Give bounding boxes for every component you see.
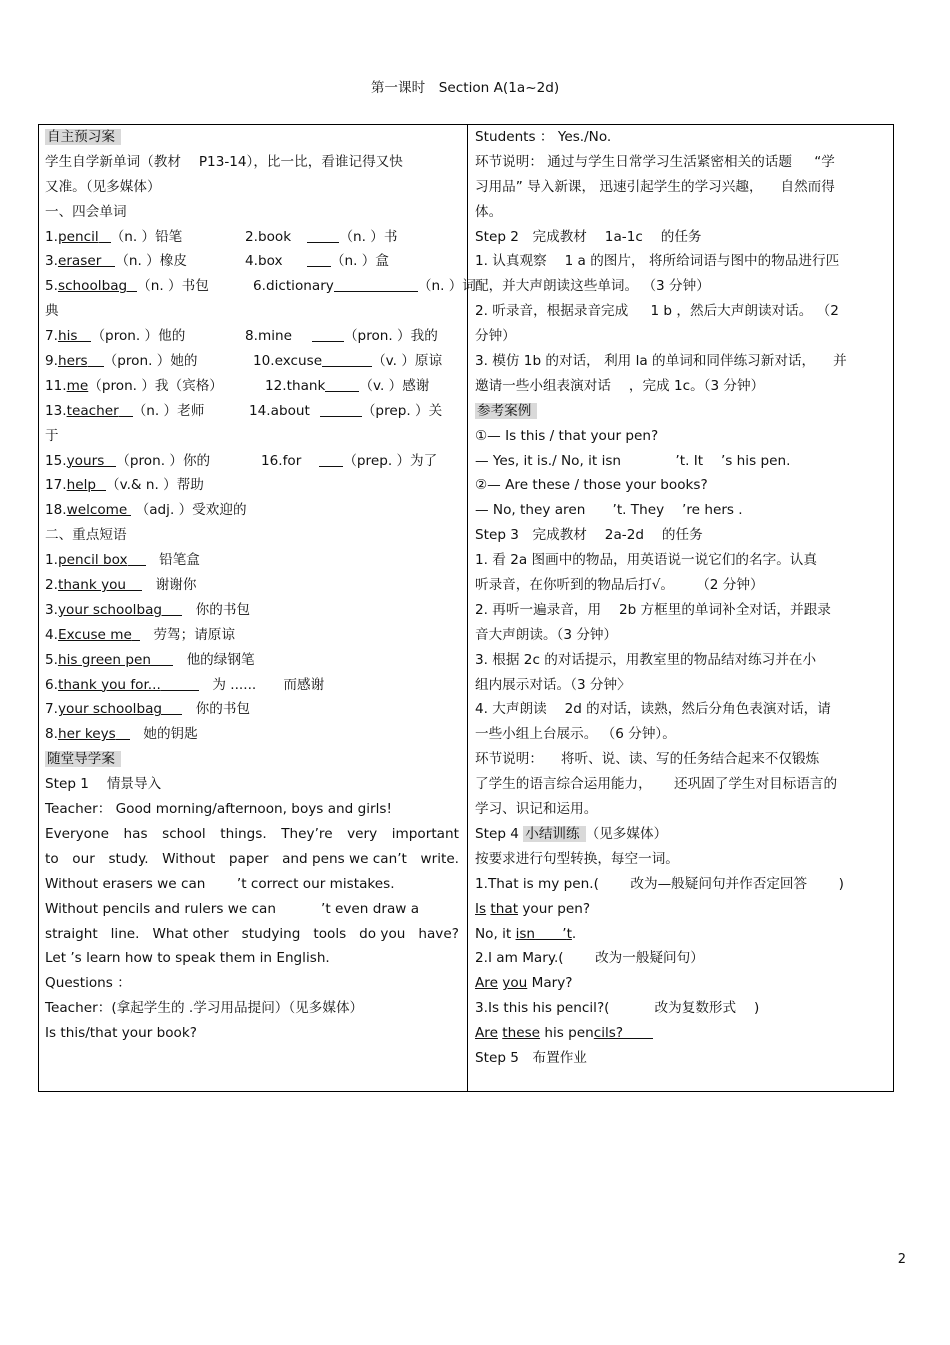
word-book: 2.book [245, 228, 292, 245]
students-answer: Students ： Yes./No. [475, 129, 612, 145]
word-pos: （v. ）原谅 [372, 353, 443, 370]
paragraph-line-5 [45, 922, 459, 947]
word: Without [162, 850, 216, 867]
word: to [45, 850, 59, 867]
answer-rest: No, it [475, 925, 516, 942]
paragraph-line-3: Without erasers we can ’t correct our mistakes. [45, 875, 395, 892]
word-pos: （n. ）橡皮 [115, 253, 187, 270]
step-3-item-1a: 1. 看 2a 图画中的物品，用英语说一说它们的名字。认真 [475, 552, 817, 569]
step-2-item-1a: 1. 认真观察 1 a 的图片， 将所给词语与图中的物品进行匹 [475, 253, 840, 270]
word: has [123, 825, 148, 842]
note-2-line-3: 学习、识记和运用。 [475, 801, 598, 818]
word-dictionary: 6.dictionary [253, 278, 334, 295]
word: They’re [281, 825, 333, 842]
word: do you [359, 925, 406, 942]
step-1: Step 1 情景导入 [45, 776, 162, 793]
step-3-item-3b: 组内展示对话。（3 分钟〉 [475, 676, 631, 693]
word-his: his [57, 328, 78, 345]
answer-word: these [502, 1025, 541, 1042]
answer-rest: Mary? [527, 975, 573, 992]
phrase-meaning: 而感谢 [283, 676, 325, 693]
section-key-phrases: 二、重点短语 [45, 527, 127, 544]
word-about: 14.about [249, 402, 310, 419]
step-3: Step 3 完成教材 2a-2d 的任务 [475, 527, 703, 544]
class-guide-header: 随堂导学案 [45, 751, 121, 767]
question-is-this: Is this/that your book? [45, 1025, 197, 1042]
word-row-3: 5.schoolbag （n. ）书包 6.dictionary （n. ）词 [45, 278, 476, 295]
note-2-line-1: 环节说明： 将听、说、读、写的任务结合起来不仅锻炼 [475, 751, 820, 768]
answer-word: t [566, 925, 572, 942]
phrase-4: 4.Excuse me 劳驾；请原谅 [45, 626, 235, 643]
word-pencil: pencil [57, 228, 99, 245]
phrase-6: 6.thank you for... 为 ...... 而感谢 [45, 676, 325, 693]
phrase-meaning: 她的钥匙 [143, 726, 198, 743]
answer-word: Is [475, 900, 487, 917]
page-title: 第一课时 Section A(1a~2d) [370, 80, 560, 96]
word: line. [110, 925, 140, 942]
word-row-9: 17.help （v.& n. ）帮助 [45, 477, 204, 494]
step-4-answer-3 [475, 1021, 887, 1046]
step-4 [475, 822, 887, 847]
word-me: me [66, 377, 89, 394]
phrase-text: Excuse me [57, 626, 132, 643]
word: things. [220, 825, 267, 842]
answer-word: cils? [593, 1025, 624, 1042]
preview-header: 自主预习案 [45, 129, 121, 145]
word-pos: （pron. ）他的 [91, 328, 186, 345]
word-for: 16.for [261, 452, 302, 469]
word-pos: （prep. ）关 [361, 402, 443, 419]
word-row-5: 9.hers （pron. ）她的 10.excuse （v. ）原谅 [45, 353, 443, 370]
word-pos: （n. ）盒 [330, 253, 389, 270]
answer-word: that [490, 900, 519, 917]
answer-rest: your pen? [518, 900, 591, 917]
left-column [45, 125, 476, 1046]
intro-line-2: 又准。（见多媒体） [45, 178, 161, 195]
step-4-note: （见多媒体） [585, 825, 668, 842]
step-4-answer-2 [475, 971, 887, 996]
word-row-3-cont: 典 [45, 303, 59, 320]
word: straight [45, 925, 98, 942]
phrase-meaning: 铅笔盒 [159, 552, 200, 569]
step-4-label: Step 4 [475, 825, 524, 842]
paragraph-line-2 [45, 847, 459, 872]
word: and pens we can’t [282, 850, 407, 867]
word-pos: （pron. ）我（宾格） [88, 377, 223, 394]
phrase-text: your schoolbag [57, 701, 163, 718]
answer-word: isn [515, 925, 536, 942]
step-4-item-3: 3.Is this his pencil?( 改为复数形式 ) [475, 1000, 760, 1017]
word-excuse: 10.excuse [253, 353, 323, 370]
step-4-highlight: 小结训练 [523, 826, 585, 842]
step-4-item-2: 2.I am Mary.( 改为一般疑问句） [475, 950, 704, 967]
word: have? [418, 925, 459, 942]
step-3-item-4a: 4. 大声朗读 2d 的对话，读熟，然后分角色表演对话，请 [475, 701, 831, 718]
phrase-text: thank you [57, 577, 127, 594]
word-eraser: eraser [57, 253, 102, 270]
word: important [391, 825, 459, 842]
phrase-1: 1.pencil box 铅笔盒 [45, 552, 200, 569]
phrase-meaning: 你的书包 [195, 601, 251, 618]
word-pos: （pron. ）我的 [343, 328, 438, 345]
word-row-6: 11.me（pron. ）我（宾格） 12.thank （v. ）感谢 [45, 377, 430, 394]
word: paper [228, 850, 269, 867]
phrase-text: thank you for... [57, 676, 161, 693]
word: What other [152, 925, 229, 942]
word-row-2: 3.eraser （n. ）橡皮 4.box （n. ）盒 [45, 253, 389, 270]
note-1-line-1: 环节说明： 通过与学生日常学习生活紧密相关的话题 “学 [475, 153, 835, 170]
word-pos: （n. ）书 [339, 228, 398, 245]
phrase-text: pencil box [57, 552, 128, 569]
example-2-question: ②— Are these / those your books? [475, 477, 708, 494]
teacher-greeting: Teacher： Good morning/afternoon, boys and girls! [45, 801, 392, 818]
note-1-line-2: 习用品” 导入新课， 迅速引起学生的学习兴趣， 自然而得 [475, 178, 835, 195]
word-pos: （pron. ）你的 [116, 452, 211, 469]
paragraph-line-4: Without pencils and rulers we can ’t even draw a [45, 900, 420, 917]
step-3-item-2a: 2. 再听一遍录音，用 2b 方框里的单词补全对话，并跟录 [475, 601, 831, 618]
word: tools [313, 925, 347, 942]
example-2-answer: — No, they aren ’t. They ’re hers . [475, 502, 743, 519]
paragraph-line-1 [45, 822, 459, 847]
step-2-item-2a: 2. 听录音，根据录音完成 1 b ，然后大声朗读对话。 （2 [475, 303, 839, 320]
word: our [72, 850, 95, 867]
word-thank: 12.thank [265, 377, 326, 394]
phrase-7: 7.your schoolbag 你的书包 [45, 701, 251, 718]
word-mine: 8.mine [245, 328, 292, 345]
word-pos: （n. ）铅笔 [110, 228, 183, 245]
phrase-meaning: 谢谢你 [155, 577, 197, 594]
step-2-item-3b: 邀请一些小组表演对话 ，完成 1c。（3 分钟） [475, 377, 765, 394]
note-2-line-2: 了学生的语言综合运用能力， 还巩固了学生对目标语言的 [475, 776, 838, 793]
answer-word: Are [475, 975, 498, 992]
phrase-text: her keys [57, 726, 116, 743]
example-1-answer: — Yes, it is./ No, it isn ’t. It ’s his pen. [475, 452, 791, 469]
step-4-item-1: 1.That is my pen.( 改为—般疑问句并作否定回答 ) [475, 875, 844, 892]
word: studying [241, 925, 301, 942]
word-hers: hers [57, 353, 88, 370]
section-four-skill-words: 一、四会单词 [45, 203, 127, 220]
word: Everyone [45, 825, 109, 842]
answer-word: you [502, 975, 528, 992]
word-help: help [66, 477, 97, 494]
phrase-text: your schoolbag [57, 601, 163, 618]
word-pos: （n. ）书包 [137, 278, 209, 295]
step-3-item-4b: 一些小组上台展示。 （6 分钟）。 [475, 726, 676, 743]
lesson-plan-table [38, 124, 894, 1092]
intro-line-1: 学生自学新单词（教材 P13-14），比一比，看谁记得又快 [45, 153, 403, 170]
word-pos: （v.& n. ）帮助 [106, 477, 204, 494]
answer-rest: his pen [540, 1025, 594, 1042]
word-row-8: 15.yours （pron. ）你的 16.for （prep. ）为了 [45, 452, 438, 469]
word-pos: （adj. ）受欢迎的 [135, 502, 247, 519]
step-3-item-1b: 听录音，在你听到的物品后打√。 （2 分钟） [475, 577, 764, 594]
phrase-5: 5.his green pen 他的绿钢笔 [45, 651, 255, 668]
answer-rest: . [571, 925, 577, 942]
word-row-1: 1.pencil （n. ）铅笔 2.book （n. ）书 [45, 228, 398, 245]
column-divider [467, 125, 468, 1091]
step-4-answer-1q [475, 897, 887, 922]
phrase-meaning: 为 ...... [212, 676, 257, 693]
answer-gap: ’ [535, 925, 567, 942]
phrase-2: 2.thank you 谢谢你 [45, 577, 197, 594]
paragraph-line-6: Let ’s learn how to speak them in English. [45, 950, 330, 967]
word-pos: （n. ）词 [417, 278, 476, 295]
word-yours: yours [66, 452, 105, 469]
word-teacher: teacher [66, 402, 119, 419]
step-3-item-3a: 3. 根据 2c 的对话提示，用教室里的物品结对练习并在小 [475, 651, 817, 668]
phrase-8: 8.her keys 她的钥匙 [45, 726, 198, 743]
reference-header: 参考案例 [475, 403, 537, 419]
phrase-meaning: 他的绿钢笔 [186, 651, 255, 668]
word-row-4: 7.his （pron. ）他的 8.mine （pron. ）我的 [45, 328, 438, 345]
step-4-instruction: 按要求进行句型转换，每空一词。 [475, 850, 679, 867]
word-box: 4.box [245, 253, 283, 270]
word-welcome: welcome [66, 502, 128, 519]
page-number: 2 [897, 1252, 906, 1267]
word-row-7: 13.teacher （n. ）老师 14.about （prep. ）关 [45, 402, 443, 419]
word-row-10: 18.welcome （adj. ）受欢迎的 [45, 502, 247, 519]
teacher-instruction: Teacher：(拿起学生的 .学习用品提问）（见多媒体） [45, 1000, 364, 1017]
word: write. [420, 850, 459, 867]
word: school [162, 825, 206, 842]
phrase-text: his green pen [57, 651, 151, 668]
word-schoolbag: schoolbag [57, 278, 128, 295]
word-row-7-cont: 于 [45, 427, 59, 444]
step-2: Step 2 完成教材 1a-1c 的任务 [475, 228, 702, 245]
note-1-line-3: 体。 [475, 203, 503, 220]
answer-word: Are [475, 1025, 498, 1042]
word-pos: （pron. ）她的 [103, 353, 198, 370]
phrase-3: 3.your schoolbag 你的书包 [45, 601, 251, 618]
questions-label: Questions ： [45, 975, 131, 992]
step-4-answer-1a [475, 922, 887, 947]
step-3-item-2b: 音大声朗读。（3 分钟） [475, 626, 618, 643]
word: very [347, 825, 378, 842]
step-2-item-3a: 3. 模仿 1b 的对话， 利用 la 的单词和同伴练习新对话， 并 [475, 353, 847, 370]
word: study. [108, 850, 149, 867]
phrase-meaning: 劳驾；请原谅 [153, 626, 235, 643]
word-pos: （v. ）感谢 [359, 377, 430, 394]
step-5: Step 5 布置作业 [475, 1049, 587, 1066]
word-pos: （prep. ）为了 [343, 452, 438, 469]
right-column [475, 125, 887, 1071]
step-2-item-1b: 配，并大声朗读这些单词。 （3 分钟） [475, 278, 710, 295]
step-2-item-2b: 分钟） [475, 328, 516, 345]
phrase-meaning: 你的书包 [195, 701, 251, 718]
word-pos: （n. ）老师 [132, 402, 205, 419]
example-1-question: ①— Is this / that your pen? [475, 427, 659, 444]
